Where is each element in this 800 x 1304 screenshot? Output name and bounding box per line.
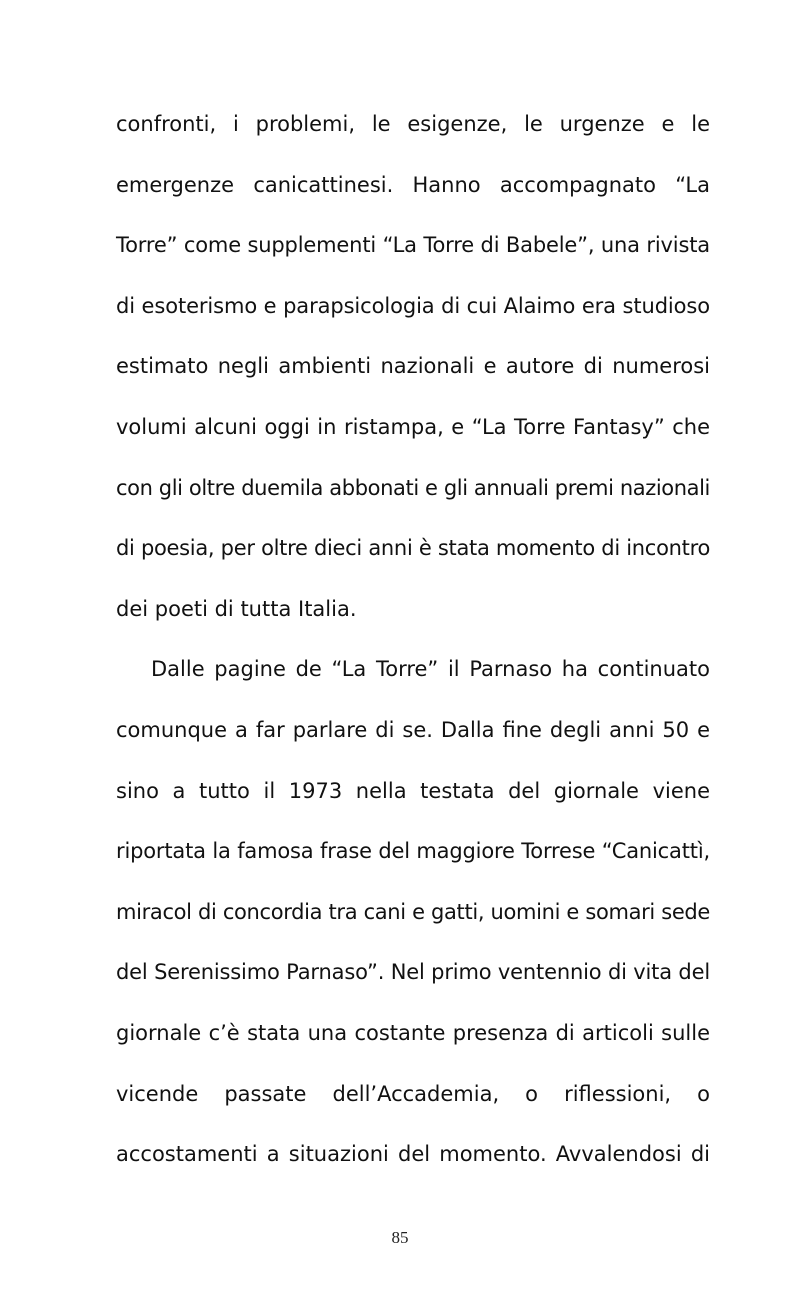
paragraph-1 [116,94,710,639]
text-line: di poesia, per oltre dieci anni è stata momento di incontro [116,536,710,561]
text-line: confronti, i problemi, le esigenze, le urgenze e le [116,112,710,136]
text-line: comunque a far parlare di se. Dalla fine degli anni 50 e [116,717,710,742]
body-text [116,94,710,1185]
paragraph-2 [116,639,710,1184]
text-line: di esoterismo e parapsicologia di cui Alaimo era studioso [116,293,710,318]
text-line: Torre” come supplementi “La Torre di Babele”, una rivista [116,233,710,258]
text-line: miracol di concordia tra cani e gatti, uomini e somari sede [116,899,710,924]
text-line: vicende passate dell’Accademia, o riflessioni, o [116,1081,710,1106]
page-number: 85 [391,1228,409,1247]
text-line: del Serenissimo Parnaso”. Nel primo ventennio di vita del [116,960,710,985]
text-line: accostamenti a situazioni del momento. Avvalendosi di [116,1142,710,1167]
text-line: riportata la famosa frase del maggiore Torrese “Canicattì, [116,839,710,864]
text-line: Dalle pagine de “La Torre” il Parnaso ha continuato [151,657,710,682]
text-line: emergenze canicattinesi. Hanno accompagnato “La [116,172,710,197]
text-line: estimato negli ambienti nazionali e autore di numerosi [116,354,710,379]
text-line: giornale c’è stata una costante presenza di articoli sulle [116,1020,710,1045]
text-line: sino a tutto il 1973 nella testata del giornale viene [116,778,710,803]
text-line: volumi alcuni oggi in ristampa, e “La Torre Fantasy” che [116,414,710,439]
text-line: con gli oltre duemila abbonati e gli annuali premi nazionali [116,475,710,500]
text-line: dei poeti di tutta Italia. [116,596,357,621]
